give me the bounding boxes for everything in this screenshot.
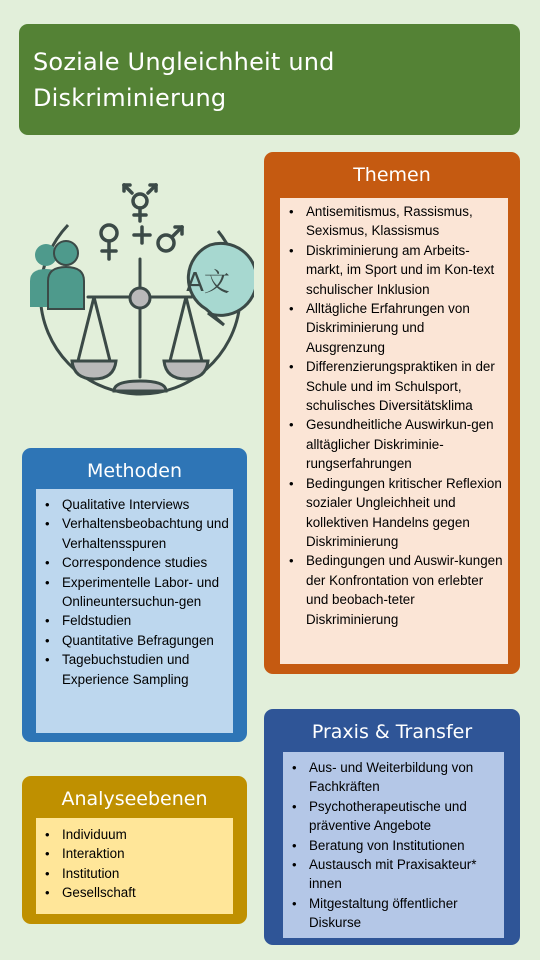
praxis-list-box: [283, 752, 504, 938]
list-item: • Diskriminierung am Arbeits-markt, im Sport und im Kon-text schulischer Inklusion: [306, 241, 504, 299]
analyseebenen-card: [22, 776, 247, 924]
themen-card: [264, 152, 520, 674]
scale-base-icon: [114, 381, 166, 391]
methoden-list: [40, 495, 229, 689]
list-item: • Experimentelle Labor- und Onlineuntersuchun-gen: [62, 573, 229, 612]
analyseebenen-heading: Analyseebenen: [61, 788, 208, 810]
praxis-list: [287, 758, 500, 933]
list-item: • Beratung von Institutionen: [309, 836, 500, 855]
list-item: • Gesundheitliche Auswirkun-gen alltäglicher Diskriminie-rungserfahrungen: [306, 415, 504, 473]
methoden-heading: Methoden: [87, 460, 182, 482]
list-item: • Antisemitismus, Rassismus, Sexismus, Klassismus: [306, 202, 504, 241]
themen-heading: Themen: [353, 164, 431, 186]
speech-bubble-text: A文: [186, 268, 230, 298]
balance-scale-icon: [78, 259, 202, 377]
list-item: • Tagebuchstudien und Experience Sampling: [62, 650, 229, 689]
list-item: • Alltägliche Erfahrungen von Diskriminierung und Ausgrenzung: [306, 299, 504, 357]
praxis-card: [264, 709, 520, 945]
list-item: • Interaktion: [62, 844, 229, 863]
translation-speech-bubble-icon: [186, 243, 254, 325]
analyseebenen-list: [40, 825, 229, 903]
list-item: • Gesellschaft: [62, 883, 229, 902]
list-item: • Bedingungen kritischer Reflexion sozialer Ungleichheit und kollektiven Handelns gegen Diskriminierung: [306, 474, 504, 552]
list-item: • Feldstudien: [62, 611, 229, 630]
scale-pan-left-icon: [72, 361, 116, 379]
list-item: • Aus- und Weiterbildung von Fachkräften: [309, 758, 500, 797]
list-item: • Psychotherapeutische und präventive Angebote: [309, 797, 500, 836]
list-item: • Differenzierungspraktiken in der Schule und im Schulsport, schulisches Diversitätsklima: [306, 357, 504, 415]
page-title: Soziale Ungleichheit und Diskriminierung: [33, 48, 335, 112]
list-item: • Austausch mit Praxisakteur* innen: [309, 855, 500, 894]
analyseebenen-list-box: [36, 818, 233, 914]
list-item: • Verhaltensbeobachtung und Verhaltensspuren: [62, 514, 229, 553]
illustration: [28, 177, 254, 417]
methoden-list-box: [36, 489, 233, 733]
list-item: • Institution: [62, 864, 229, 883]
praxis-heading: Praxis & Transfer: [311, 721, 473, 743]
list-item: • Individuum: [62, 825, 229, 844]
list-item: • Bedingungen und Auswir-kungen der Konfrontation von erlebter und beobach-teter Diskriminierung: [306, 551, 504, 629]
themen-list-box: [280, 198, 508, 664]
list-item: • Correspondence studies: [62, 553, 229, 572]
list-item: • Mitgestaltung öffentlicher Diskurse: [309, 894, 500, 933]
scale-pivot-icon: [130, 288, 150, 308]
scale-pan-right-icon: [164, 361, 208, 379]
gender-symbols-icon: [101, 185, 182, 259]
themen-list: [284, 202, 504, 629]
list-item: • Quantitative Befragungen: [62, 631, 229, 650]
people-group-icon: [30, 241, 84, 309]
title-card: [19, 24, 520, 135]
methoden-card: [22, 448, 247, 742]
list-item: • Qualitative Interviews: [62, 495, 229, 514]
